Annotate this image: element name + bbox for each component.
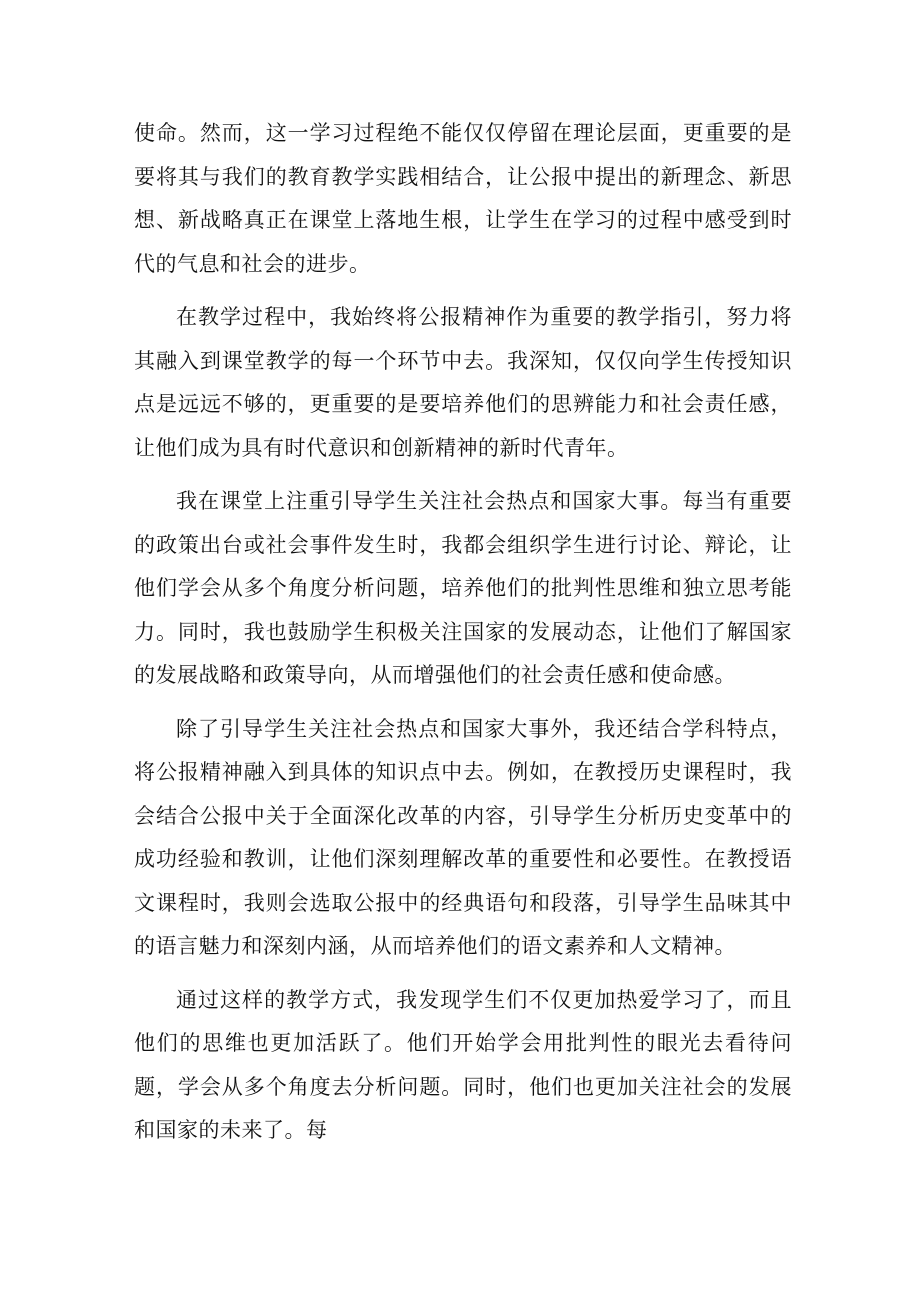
paragraph-4: 除了引导学生关注社会热点和国家大事外，我还结合学科特点，将公报精神融入到具体的知识点中去。例如，在教授历史课程时，我会结合公报中关于全面深化改革的内容，引导学生分析历史变革中的成功经验和教训，让他们深刻理解改革的重要性和必要性。在教授语文课程时，我则会选取公报中的经典语句和段落，引导学生品味其中的语言魅力和深刻内涵，从而培养他们的语文素养和人文精神。 [134, 716, 792, 958]
paragraph-3: 我在课堂上注重引导学生关注社会热点和国家大事。每当有重要的政策出台或社会事件发生时，我都会组织学生进行讨论、辩论，让他们学会从多个角度分析问题，培养他们的批判性思维和独立思考能力。同时，我也鼓励学生积极关注国家的发展动态，让他们了解国家的发展战略和政策导向，从而增强他们的社会责任感和使命感。 [134, 489, 792, 687]
paragraph-5: 通过这样的教学方式，我发现学生们不仅更加热爱学习了，而且他们的思维也更加活跃了。他们开始学会用批判性的眼光去看待问题，学会从多个角度去分析问题。同时，他们也更加关注社会的发展和国家的未来了。每 [134, 987, 792, 1142]
paragraph-1: 使命。然而，这一学习过程绝不能仅仅停留在理论层面，更重要的是要将其与我们的教育教学实践相结合，让公报中提出的新理念、新思想、新战略真正在课堂上落地生根，让学生在学习的过程中感受到时代的气息和社会的进步。 [134, 121, 792, 276]
paragraph-2: 在教学过程中，我始终将公报精神作为重要的教学指引，努力将其融入到课堂教学的每一个环节中去。我深知，仅仅向学生传授知识点是远远不够的，更重要的是要培养他们的思辨能力和社会责任感，让他们成为具有时代意识和创新精神的新时代青年。 [134, 305, 792, 460]
document-page [134, 112, 792, 1163]
